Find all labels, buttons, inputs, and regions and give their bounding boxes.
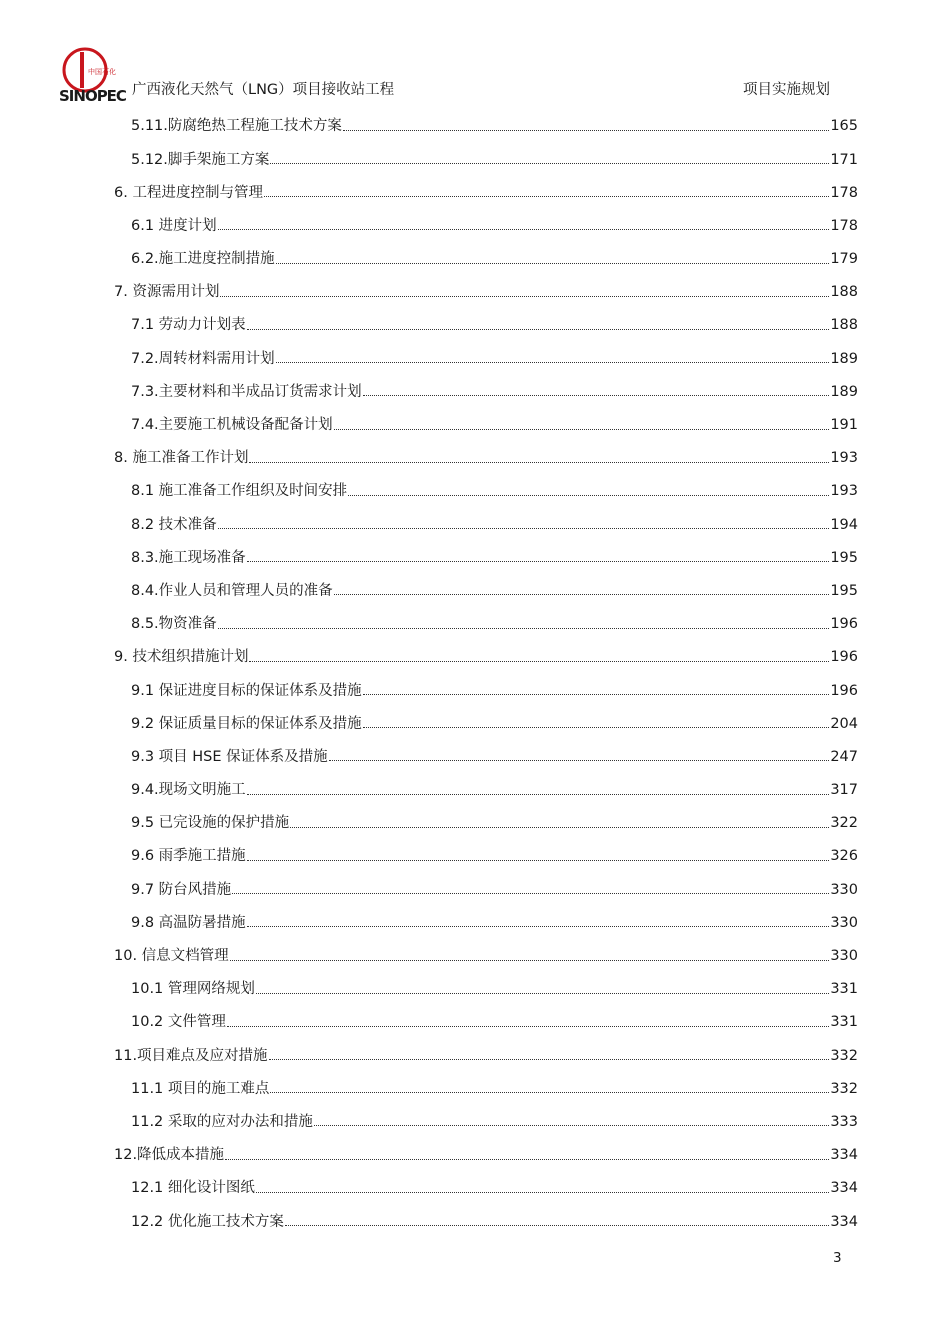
toc-entry[interactable] — [0, 1006, 950, 1039]
toc-entry-page: 204 — [830, 715, 858, 732]
toc-entry-title: 8. 施工准备工作计划 — [114, 450, 249, 467]
toc-entry-title: 8.3.施工现场准备 — [131, 549, 246, 566]
toc-entry-title: 9.8 高温防暑措施 — [131, 914, 246, 931]
toc-dot-leader — [329, 760, 830, 761]
toc-dot-leader — [232, 893, 829, 894]
toc-dot-leader — [225, 1159, 829, 1160]
toc-dot-leader — [230, 960, 830, 961]
toc-entry-title: 11.项目难点及应对措施 — [114, 1047, 268, 1064]
page-number: 3 — [833, 1250, 842, 1266]
toc-dot-leader — [256, 1192, 829, 1193]
toc-entry-page: 331 — [830, 1014, 858, 1031]
toc-entry-line — [131, 1215, 858, 1230]
toc-entry-line — [131, 518, 858, 533]
toc-dot-leader — [247, 926, 830, 927]
toc-entry-title: 9. 技术组织措施计划 — [114, 649, 249, 666]
toc-entry-line — [131, 883, 858, 898]
toc-entry[interactable] — [0, 176, 950, 209]
toc-entry-title: 8.5.物资准备 — [131, 616, 217, 633]
toc-entry-page: 194 — [830, 516, 858, 533]
toc-dot-leader — [348, 495, 829, 496]
toc-dot-leader — [363, 694, 830, 695]
toc-entry[interactable] — [0, 475, 950, 508]
toc-entry-title: 9.5 已完设施的保护措施 — [131, 815, 290, 832]
toc-entry-line — [131, 385, 858, 400]
toc-entry-title: 5.12.脚手架施工方案 — [131, 151, 270, 168]
toc-entry-title: 9.1 保证进度目标的保证体系及措施 — [131, 682, 362, 699]
toc-entry[interactable] — [0, 376, 950, 409]
toc-entry-line — [131, 219, 858, 234]
toc-dot-leader — [285, 1225, 829, 1226]
toc-entry-page: 178 — [830, 217, 858, 234]
toc-entry-line — [131, 484, 858, 499]
toc-entry-title: 7.2.周转材料需用计划 — [131, 350, 275, 367]
toc-dot-leader — [247, 860, 830, 861]
toc-entry[interactable] — [0, 1106, 950, 1139]
toc-entry-title: 11.1 项目的施工难点 — [131, 1080, 270, 1097]
toc-entry-page: 196 — [830, 649, 858, 666]
toc-entry-page: 179 — [830, 251, 858, 268]
toc-entry-page: 188 — [830, 284, 858, 301]
toc-entry-page: 188 — [830, 317, 858, 334]
toc-dot-leader — [314, 1125, 829, 1126]
toc-entry[interactable] — [0, 707, 950, 740]
toc-entry-page: 193 — [830, 450, 858, 467]
document-title: 广西液化天然气（LNG）项目接收站工程 — [132, 82, 395, 98]
toc-entry-page: 333 — [830, 1113, 858, 1130]
toc-dot-leader — [249, 462, 829, 463]
toc-entry[interactable] — [0, 873, 950, 906]
toc-entry-line — [131, 1015, 858, 1030]
toc-entry[interactable] — [0, 309, 950, 342]
toc-entry[interactable] — [0, 442, 950, 475]
toc-dot-leader — [270, 1092, 829, 1093]
toc-entry[interactable] — [0, 973, 950, 1006]
toc-entry-page: 171 — [830, 151, 858, 168]
toc-entry[interactable] — [0, 1139, 950, 1172]
toc-dot-leader — [276, 362, 830, 363]
toc-dot-leader — [247, 329, 830, 330]
toc-entry-line — [114, 1148, 858, 1163]
toc-dot-leader — [343, 130, 829, 131]
toc-dot-leader — [227, 1026, 829, 1027]
toc-entry-title: 7.3.主要材料和半成品订货需求计划 — [131, 383, 362, 400]
toc-entry-line — [114, 186, 858, 201]
toc-dot-leader — [247, 794, 830, 795]
toc-entry-title: 5.11.防腐绝热工程施工技术方案 — [131, 118, 342, 135]
toc-dot-leader — [249, 661, 829, 662]
toc-entry[interactable] — [0, 342, 950, 375]
toc-dot-leader — [334, 594, 830, 595]
toc-dot-leader — [363, 395, 830, 396]
toc-entry-line — [114, 949, 858, 964]
toc-entry-title: 7.1 劳动力计划表 — [131, 317, 246, 334]
toc-entry-title: 11.2 采取的应对办法和措施 — [131, 1113, 313, 1130]
toc-entry[interactable] — [0, 143, 950, 176]
toc-entry-line — [114, 1049, 858, 1064]
toc-dot-leader — [220, 296, 829, 297]
toc-entry-line — [131, 750, 858, 765]
toc-entry-line — [131, 153, 858, 168]
toc-entry-page: 165 — [830, 118, 858, 135]
toc-entry[interactable] — [0, 1172, 950, 1205]
toc-entry-line — [131, 717, 858, 732]
toc-dot-leader — [276, 263, 830, 264]
toc-dot-leader — [218, 229, 830, 230]
toc-entry[interactable] — [0, 807, 950, 840]
toc-entry-title: 8.1 施工准备工作组织及时间安排 — [131, 483, 348, 500]
toc-dot-leader — [334, 429, 830, 430]
toc-entry-page: 331 — [830, 981, 858, 998]
toc-entry[interactable] — [0, 840, 950, 873]
toc-entry-title: 6. 工程进度控制与管理 — [114, 184, 263, 201]
toc-entry-line — [131, 684, 858, 699]
toc-entry-page: 330 — [830, 948, 858, 965]
toc-entry[interactable] — [0, 243, 950, 276]
toc-entry-line — [131, 816, 858, 831]
toc-dot-leader — [269, 1059, 830, 1060]
toc-entry-line — [131, 119, 858, 134]
toc-entry-page: 191 — [830, 417, 858, 434]
toc-entry-title: 10. 信息文档管理 — [114, 948, 229, 965]
toc-entry-title: 9.7 防台风措施 — [131, 881, 232, 898]
toc-dot-leader — [270, 163, 829, 164]
toc-entry-title: 10.2 文件管理 — [131, 1014, 226, 1031]
toc-entry[interactable] — [0, 409, 950, 442]
toc-entry-line — [131, 849, 858, 864]
toc-entry-page: 330 — [830, 914, 858, 931]
toc-entry[interactable] — [0, 741, 950, 774]
toc-entry-title: 9.4.现场文明施工 — [131, 782, 246, 799]
toc-entry-title: 7.4.主要施工机械设备配备计划 — [131, 417, 333, 434]
toc-entry-page: 322 — [830, 815, 858, 832]
toc-entry-page: 189 — [830, 350, 858, 367]
toc-entry-line — [131, 982, 858, 997]
toc-entry-page: 247 — [830, 748, 858, 765]
section-title: 项目实施规划 — [743, 82, 830, 98]
toc-entry-page: 334 — [830, 1213, 858, 1230]
toc-entry[interactable] — [0, 276, 950, 309]
toc-entry-page: 326 — [830, 848, 858, 865]
toc-entry-page: 196 — [830, 682, 858, 699]
toc-entry-page: 334 — [830, 1180, 858, 1197]
toc-entry-line — [131, 584, 858, 599]
toc-entry-line — [114, 451, 858, 466]
toc-entry[interactable] — [0, 1039, 950, 1072]
toc-entry-line — [131, 352, 858, 367]
toc-entry[interactable] — [0, 940, 950, 973]
toc-entry[interactable] — [0, 508, 950, 541]
toc-entry-page: 196 — [830, 616, 858, 633]
toc-entry[interactable] — [0, 608, 950, 641]
toc-entry[interactable] — [0, 774, 950, 807]
toc-entry-title: 8.2 技术准备 — [131, 516, 217, 533]
toc-entry-page: 330 — [830, 881, 858, 898]
toc-entry[interactable] — [0, 641, 950, 674]
toc-entry-line — [131, 252, 858, 267]
toc-entry[interactable] — [0, 1072, 950, 1105]
toc-entry-line — [131, 1082, 858, 1097]
toc-dot-leader — [290, 827, 829, 828]
toc-entry[interactable] — [0, 907, 950, 940]
sinopec-logo-icon — [58, 46, 132, 104]
toc-entry-title: 12.2 优化施工技术方案 — [131, 1213, 284, 1230]
toc-entry-page: 193 — [830, 483, 858, 500]
toc-entry[interactable] — [0, 210, 950, 243]
toc-dot-leader — [218, 528, 830, 529]
toc-dot-leader — [264, 196, 829, 197]
toc-entry-title: 6.1 进度计划 — [131, 217, 217, 234]
toc-entry-title: 9.6 雨季施工措施 — [131, 848, 246, 865]
toc-entry-title: 10.1 管理网络规划 — [131, 981, 255, 998]
toc-entry-title: 9.2 保证质量目标的保证体系及措施 — [131, 715, 362, 732]
toc-entry-page: 334 — [830, 1147, 858, 1164]
toc-entry[interactable] — [0, 110, 950, 143]
toc-entry-title: 6.2.施工进度控制措施 — [131, 251, 275, 268]
toc-entry-line — [131, 318, 858, 333]
toc-dot-leader — [247, 561, 830, 562]
toc-entry-line — [114, 285, 858, 300]
toc-entry-line — [131, 418, 858, 433]
toc-entry-line — [131, 551, 858, 566]
toc-entry-page: 195 — [830, 582, 858, 599]
toc-entry[interactable] — [0, 674, 950, 707]
toc-entry-title: 12.1 细化设计图纸 — [131, 1180, 255, 1197]
toc-entry-line — [114, 650, 858, 665]
toc-entry-title: 9.3 项目 HSE 保证体系及措施 — [131, 748, 328, 765]
toc-entry-page: 189 — [830, 383, 858, 400]
table-of-contents — [0, 110, 950, 1238]
svg-text:SINOPEC: SINOPEC — [59, 87, 126, 104]
toc-entry-page: 178 — [830, 184, 858, 201]
sinopec-logo — [58, 46, 132, 104]
toc-entry[interactable] — [0, 575, 950, 608]
toc-entry[interactable] — [0, 541, 950, 574]
toc-entry-line — [131, 1115, 858, 1130]
toc-entry-page: 332 — [830, 1080, 858, 1097]
toc-dot-leader — [256, 993, 829, 994]
toc-entry-title: 12.降低成本措施 — [114, 1147, 225, 1164]
toc-entry-line — [131, 783, 858, 798]
toc-dot-leader — [363, 727, 830, 728]
toc-entry-line — [131, 916, 858, 931]
svg-text:中国石化: 中国石化 — [88, 68, 116, 76]
toc-entry-title: 7. 资源需用计划 — [114, 284, 220, 301]
toc-entry-page: 332 — [830, 1047, 858, 1064]
toc-entry-page: 317 — [830, 782, 858, 799]
toc-entry-title: 8.4.作业人员和管理人员的准备 — [131, 582, 333, 599]
toc-entry-line — [131, 1181, 858, 1196]
toc-entry-page: 195 — [830, 549, 858, 566]
toc-dot-leader — [218, 628, 830, 629]
toc-entry[interactable] — [0, 1205, 950, 1238]
toc-entry-line — [131, 617, 858, 632]
